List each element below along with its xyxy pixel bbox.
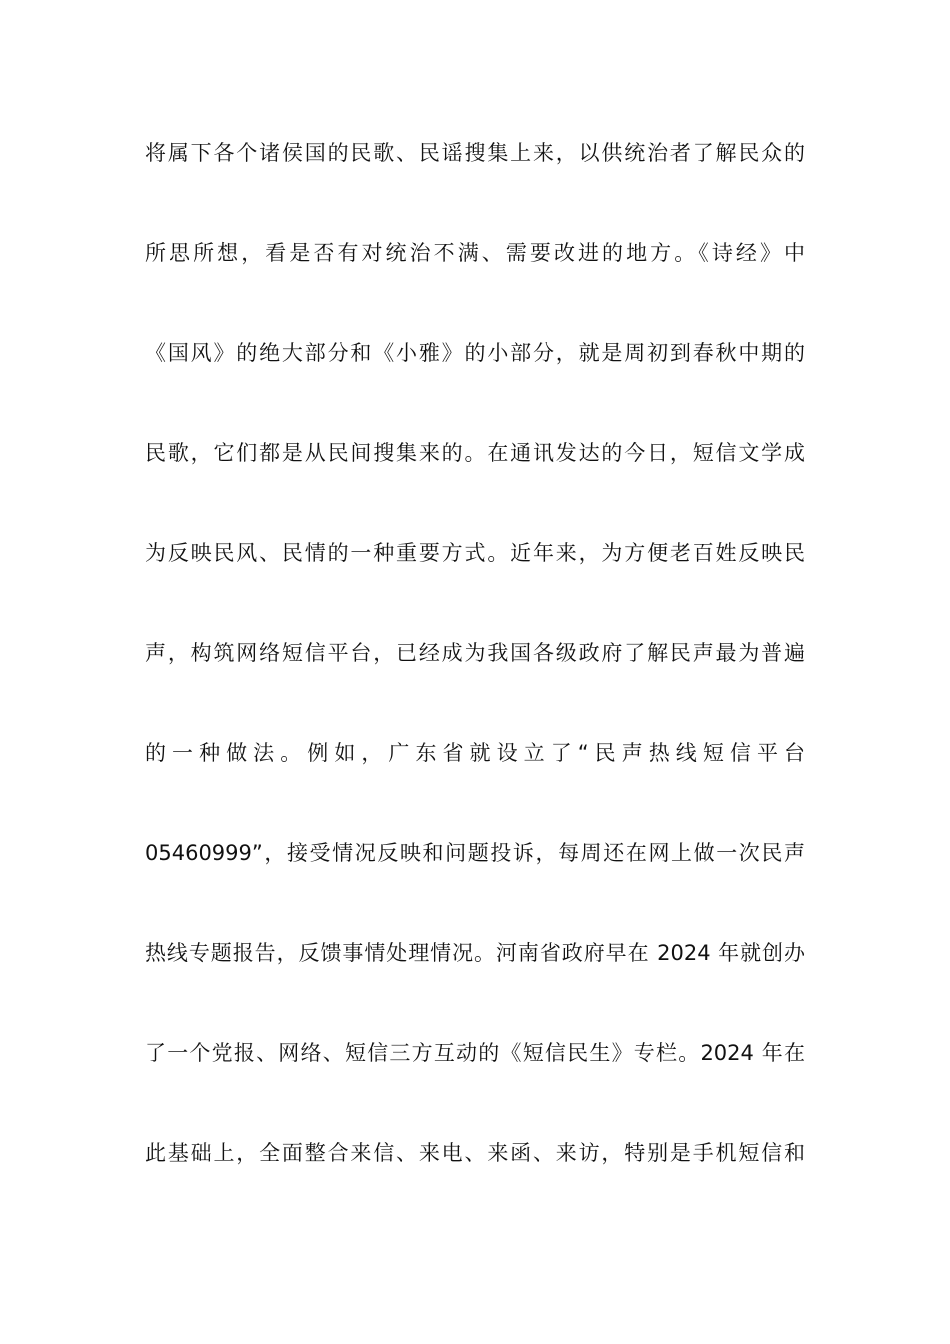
text-line-2: 所思所想，看是否有对统治不满、需要改进的地方。《诗经》中	[145, 241, 805, 265]
text-line-9: 热线专题报告，反馈事情处理情况。河南省政府早在 2024 年就创办	[145, 941, 805, 965]
body-text	[145, 135, 805, 1235]
text-line-10: 了一个党报、网络、短信三方互动的《短信民生》专栏。2024 年在	[145, 1041, 805, 1065]
text-line-7: 的一种做法。例如，广东省就设立了“民声热线短信平台	[145, 741, 805, 765]
text-line-6: 声，构筑网络短信平台，已经成为我国各级政府了解民声最为普遍	[145, 641, 805, 665]
text-line-11: 此基础上，全面整合来信、来电、来函、来访，特别是手机短信和	[145, 1141, 805, 1165]
text-line-5: 为反映民风、民情的一种重要方式。近年来，为方便老百姓反映民	[145, 541, 805, 565]
text-line-8: 05460999”，接受情况反映和问题投诉，每周还在网上做一次民声	[145, 841, 805, 865]
text-line-1: 将属下各个诸侯国的民歌、民谣搜集上来，以供统治者了解民众的	[145, 141, 805, 165]
text-line-4: 民歌，它们都是从民间搜集来的。在通讯发达的今日，短信文学成	[145, 441, 805, 465]
text-line-3: 《国风》的绝大部分和《小雅》的小部分，就是周初到春秋中期的	[145, 341, 805, 365]
